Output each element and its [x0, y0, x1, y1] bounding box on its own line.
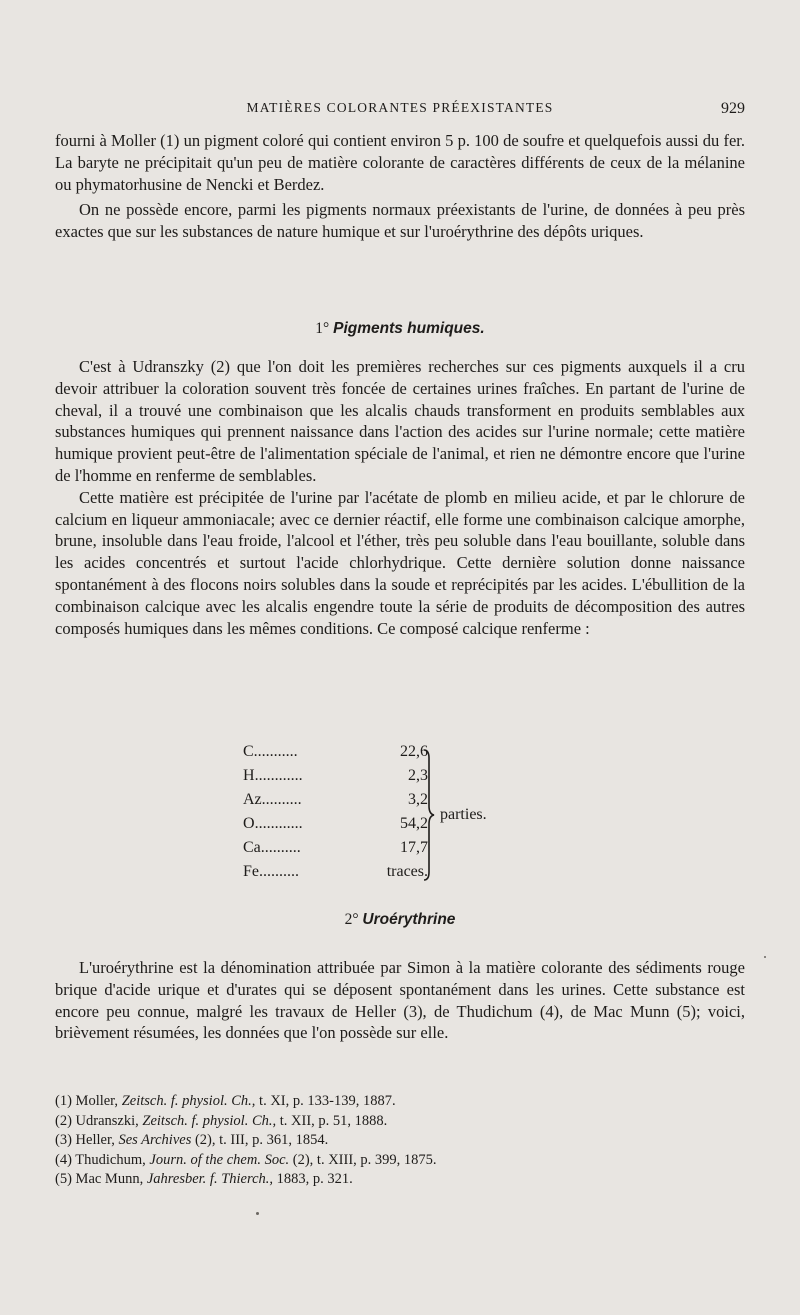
footnote: (2) Udranszki, Zeitsch. f. physiol. Ch., t. XII, p. 51, 1888.: [55, 1112, 388, 1129]
element-label: C...........: [243, 743, 298, 760]
footnote: (5) Mac Munn, Jahresber. f. Thierch., 1883, p. 321.: [55, 1171, 353, 1187]
section-title: Uroérythrine: [362, 911, 456, 928]
element-value: 2,3: [408, 767, 428, 784]
section-number: 2°: [344, 911, 359, 928]
section1-paragraph-1: C'est à Udranszky (2) que l'on doit les premières recherches sur ces pigments auxquels il a cru devoir attribuer la coloration souvent très foncée de certaines urines fraîches. En partant de l'urine de cheval, il a trouvé une combinaison que les alcalis chauds transforment en produits semblables aux substances humiques qui prennent naissance dans l'action des acides sur l'urine normale; cette matière humique provient peut-être de l'alimentation spéciale de l'animal, et rien ne démontre encore que l'urine de l'homme en renferme de semblables.: [55, 357, 745, 485]
element-value: 3,2: [408, 791, 428, 808]
curly-brace-icon: [422, 748, 436, 882]
element-label: Fe..........: [243, 863, 299, 880]
section1-paragraph-2: Cette matière est précipitée de l'urine par l'acétate de plomb en milieu acide, et par le chlorure de calcium en liqueur ammoniacale; avec ce dernier réactif, elle forme une combinaison calcique amorphe, brune, insoluble dans l'eau froide, l'alcool et l'éther, très peu soluble dans l'eau bouillante, soluble dans les acides concentrés et surtout l'acide chlorhydrique. Cette dernière solution donne naissance spontanément à des flocons noirs solubles dans la soude et reprécipités par les acides. L'ébullition de la combinaison calcique avec les alcalis engendre toute la série de produits de décomposition des autres composés humiques dans les mêmes conditions. Ce composé calcique renferme :: [55, 487, 745, 638]
element-value: 17,7: [400, 839, 428, 856]
element-label: H............: [243, 767, 303, 784]
section-title: Pigments humiques.: [333, 320, 485, 337]
section-heading-uroerythrine: [55, 911, 745, 929]
paper-speck: [764, 956, 766, 958]
section-number: 1°: [315, 320, 330, 337]
composition-table: [243, 743, 563, 883]
intro-paragraph-1: fourni à Moller (1) un pigment coloré qui contient environ 5 p. 100 de soufre et quelquefois aussi du fer. La baryte ne précipitait qu'un peu de matière colorante de caractères différents de ceux de la mélanine ou phymatorhusine de Nencki et Berdez.: [55, 131, 745, 194]
element-value: 54,2: [400, 815, 428, 832]
footnote: (1) Moller, Zeitsch. f. physiol. Ch., t. XI, p. 133-139, 1887.: [55, 1093, 396, 1109]
section2-paragraph-1: L'uroérythrine est la dénomination attribuée par Simon à la matière colorante des sédiments rouge brique d'acide urique et d'urates qui se déposent spontanément dans les urines. Cette substance est encore peu connue, malgré les travaux de Heller (3), de Thudichum (4), de Mac Munn (5); voici, brièvement résumées, les données que l'on possède sur elle.: [55, 958, 745, 1043]
element-label: Ca..........: [243, 839, 301, 856]
page-header: [55, 100, 745, 122]
element-value: 22,6: [400, 743, 428, 760]
intro-text: [55, 130, 745, 243]
page-number: 929: [721, 100, 745, 117]
element-value: traces.: [386, 863, 428, 880]
element-label: O............: [243, 815, 303, 832]
intro-paragraph-2: On ne possède encore, parmi les pigments normaux préexistants de l'urine, de données à peu près exactes que sur les substances de nature humique et sur l'uroérythrine des dépôts uriques.: [55, 200, 745, 242]
paper-speck: [256, 1212, 259, 1215]
section-heading-pigments: [55, 320, 745, 338]
section2-text: [55, 957, 745, 1044]
section1-text: [55, 356, 745, 639]
parts-label: parties.: [440, 806, 487, 823]
footnotes: [55, 1092, 745, 1190]
element-label: Az..........: [243, 791, 302, 808]
footnote: (4) Thudichum, Journ. of the chem. Soc. (2), t. XIII, p. 399, 1875.: [55, 1151, 437, 1168]
running-title: MATIÈRES COLORANTES PRÉEXISTANTES: [246, 100, 554, 115]
footnote: (3) Heller, Ses Archives (2), t. III, p. 361, 1854.: [55, 1132, 329, 1148]
